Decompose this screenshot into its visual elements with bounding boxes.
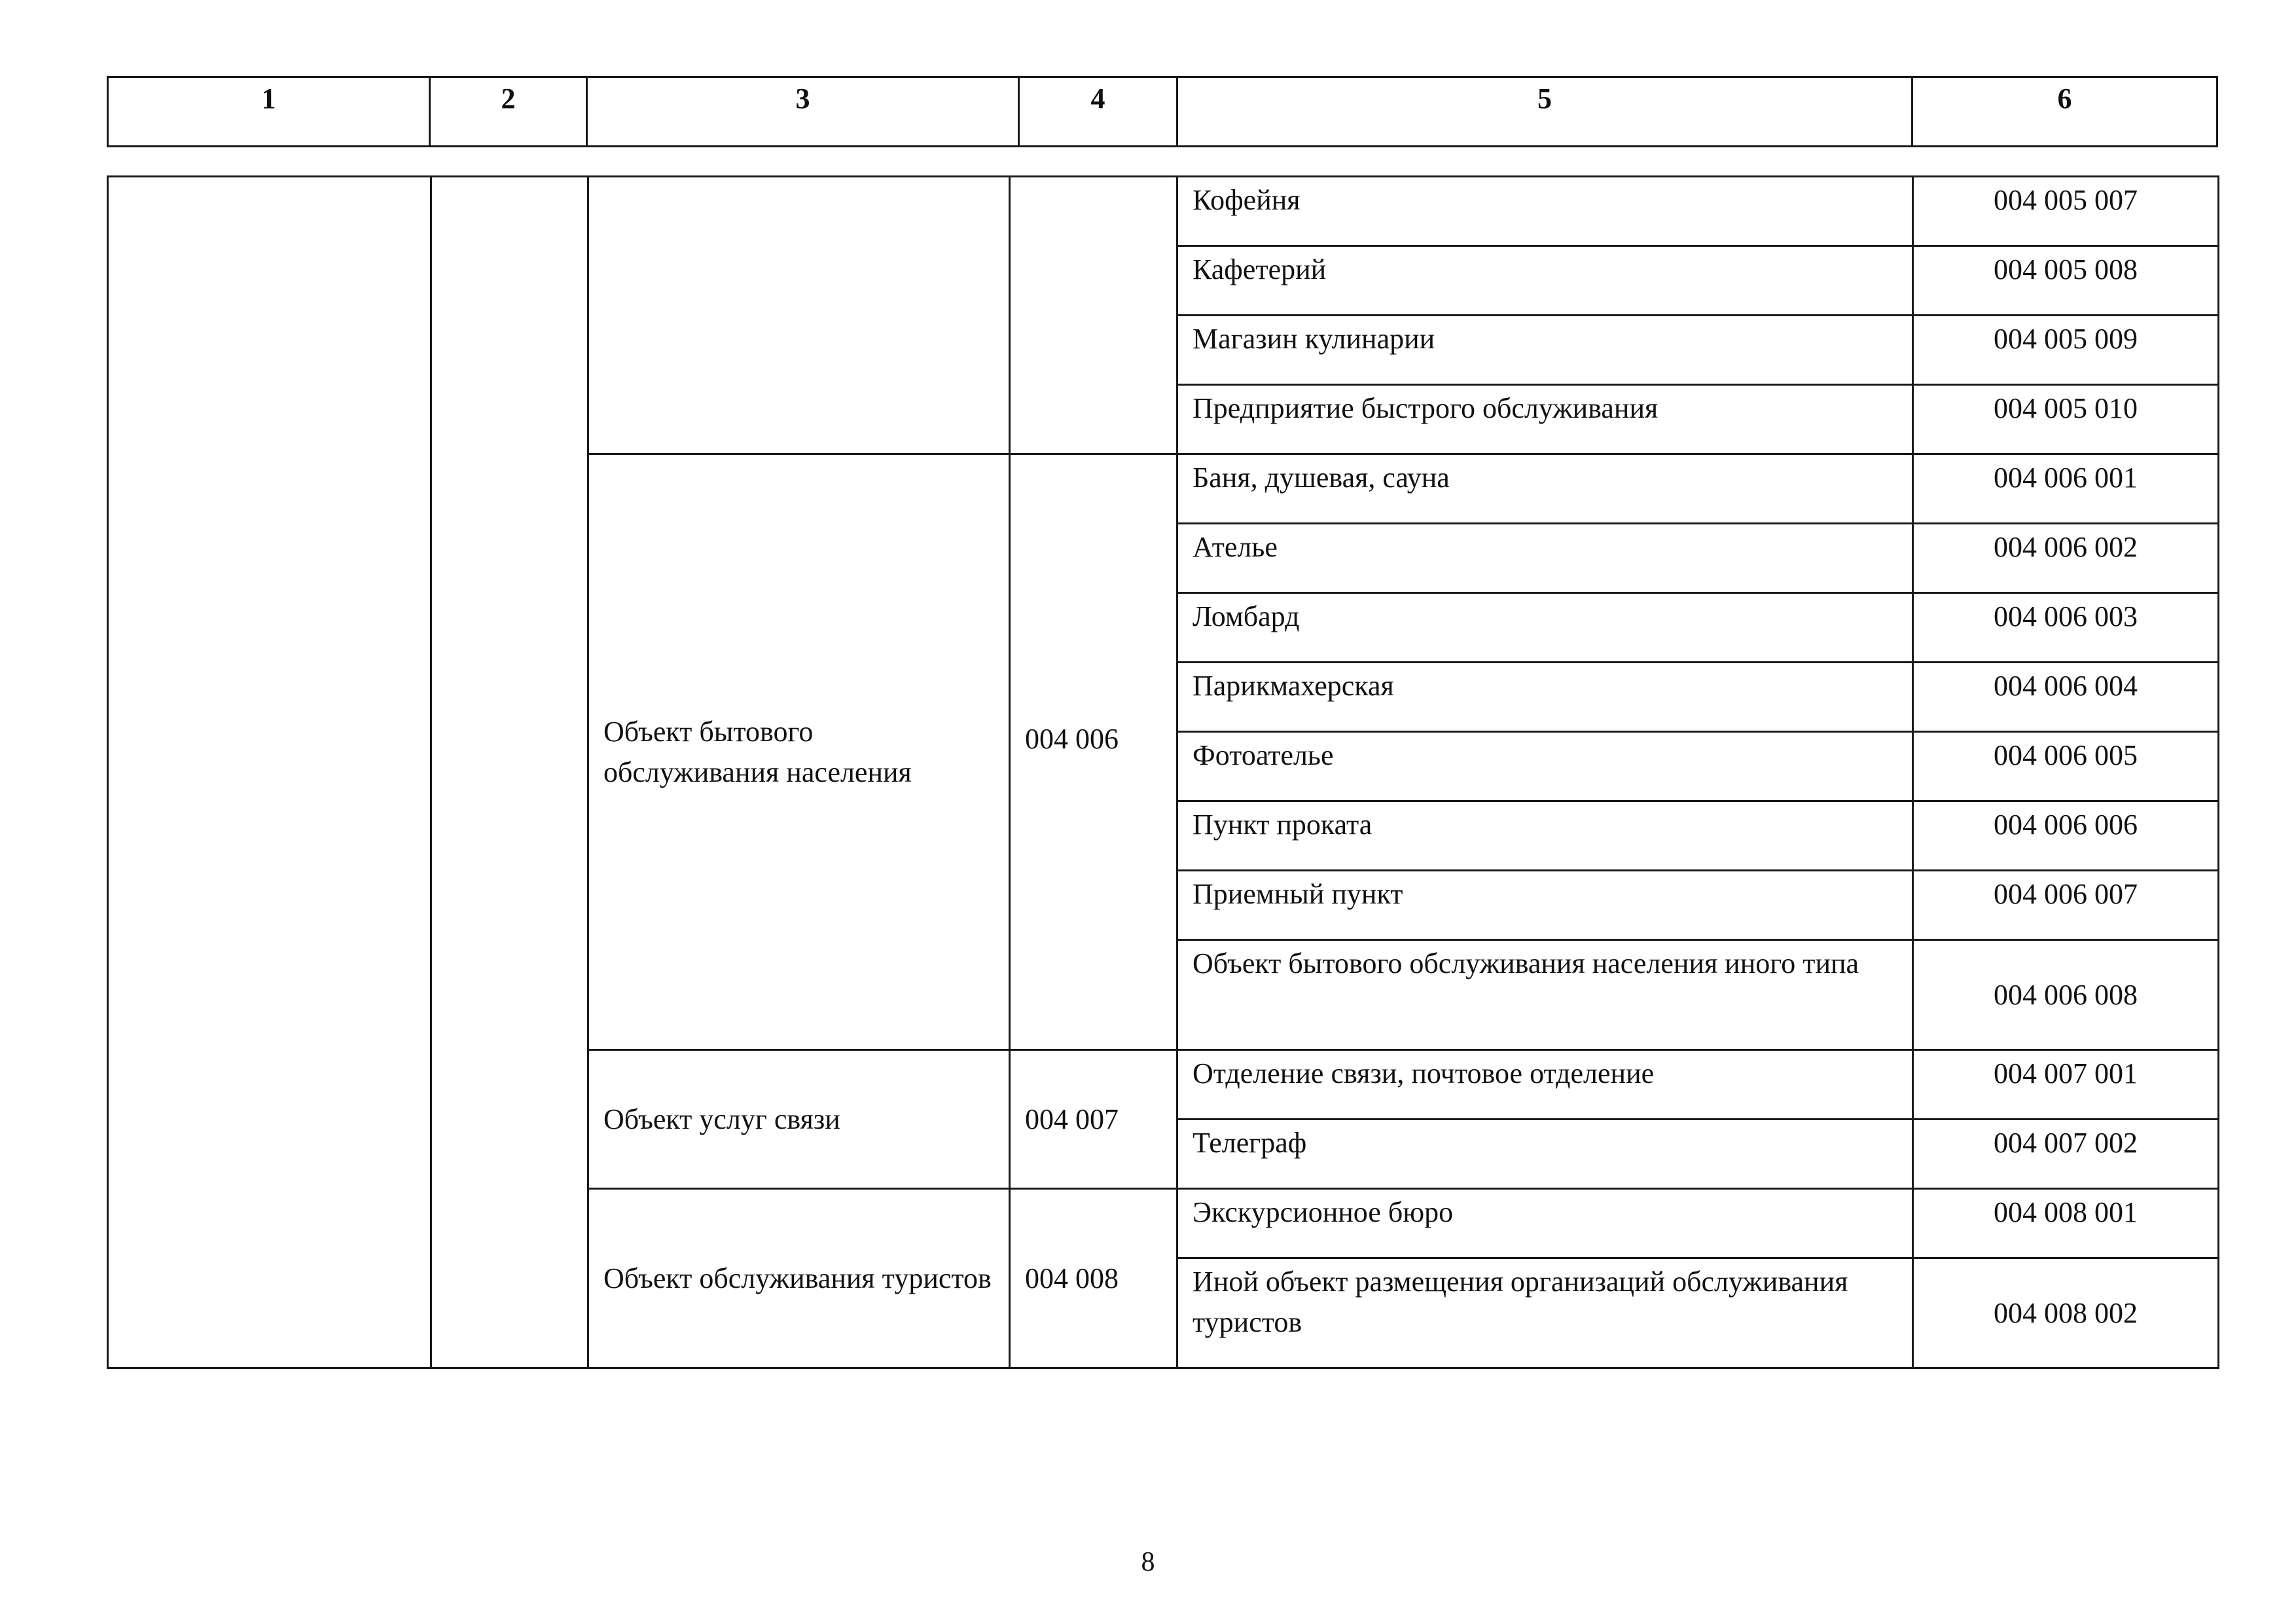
item-code: 004 005 007 xyxy=(1913,177,2219,246)
item-name: Экскурсионное бюро xyxy=(1177,1189,1913,1258)
group-code: 004 008 xyxy=(1010,1189,1177,1368)
page-number: 8 xyxy=(1141,1547,1155,1577)
item-code: 004 005 010 xyxy=(1913,385,2219,454)
item-name: Ателье xyxy=(1177,524,1913,593)
header-row xyxy=(108,77,2217,147)
item-name: Магазин кулинарии xyxy=(1177,316,1913,385)
item-name: Кофейня xyxy=(1177,177,1913,246)
item-code: 004 007 001 xyxy=(1913,1050,2219,1120)
group-title: Объект бытового обслуживания населения xyxy=(588,454,1010,1050)
item-code: 004 005 008 xyxy=(1913,246,2219,316)
item-name: Пункт проката xyxy=(1177,801,1913,871)
item-code: 004 006 008 xyxy=(1913,940,2219,1050)
header-col-2: 2 xyxy=(430,77,587,147)
item-code: 004 006 002 xyxy=(1913,524,2219,593)
item-name: Баня, душевая, сауна xyxy=(1177,454,1913,524)
item-name: Объект бытового обслуживания населения иного типа xyxy=(1177,940,1913,1050)
group-title: Объект услуг связи xyxy=(588,1050,1010,1189)
group-code: 004 006 xyxy=(1010,454,1177,1050)
item-name: Приемный пункт xyxy=(1177,871,1913,940)
item-code: 004 006 001 xyxy=(1913,454,2219,524)
item-name: Фотоателье xyxy=(1177,732,1913,801)
item-code: 004 006 005 xyxy=(1913,732,2219,801)
item-code: 004 006 006 xyxy=(1913,801,2219,871)
item-name: Парикмахерская xyxy=(1177,663,1913,732)
item-name: Иной объект размещения организаций обслуживания туристов xyxy=(1177,1258,1913,1368)
column-number-header xyxy=(107,76,2218,147)
group-title: Объект обслуживания туристов xyxy=(588,1189,1010,1368)
item-name: Отделение связи, почтовое отделение xyxy=(1177,1050,1913,1120)
item-code: 004 006 004 xyxy=(1913,663,2219,732)
item-name: Предприятие быстрого обслуживания xyxy=(1177,385,1913,454)
item-code: 004 006 007 xyxy=(1913,871,2219,940)
classifier-table xyxy=(107,175,2219,1369)
item-code: 004 008 002 xyxy=(1913,1258,2219,1368)
header-col-6: 6 xyxy=(1912,77,2217,147)
item-name: Кафетерий xyxy=(1177,246,1913,316)
cell-col3-empty xyxy=(588,177,1010,454)
item-code: 004 006 003 xyxy=(1913,593,2219,663)
header-col-1: 1 xyxy=(108,77,430,147)
cell-col4-empty xyxy=(1010,177,1177,454)
item-code: 004 007 002 xyxy=(1913,1120,2219,1189)
item-name: Телеграф xyxy=(1177,1120,1913,1189)
cell-col1-empty xyxy=(108,177,431,1368)
item-code: 004 008 001 xyxy=(1913,1189,2219,1258)
header-col-4: 4 xyxy=(1019,77,1177,147)
header-col-3: 3 xyxy=(587,77,1019,147)
table-row xyxy=(108,177,2219,246)
item-code: 004 005 009 xyxy=(1913,316,2219,385)
group-code: 004 007 xyxy=(1010,1050,1177,1189)
item-name: Ломбард xyxy=(1177,593,1913,663)
cell-col2-empty xyxy=(431,177,588,1368)
header-col-5: 5 xyxy=(1177,77,1912,147)
